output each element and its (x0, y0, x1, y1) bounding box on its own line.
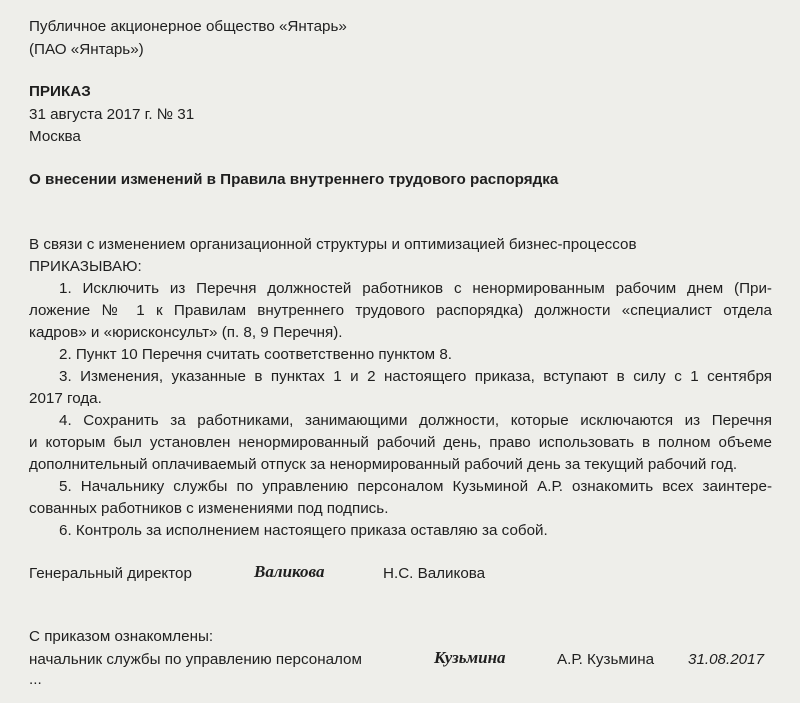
item-3-line-1: 3. Изменения, указанные в пунктах 1 и 2 настоящего приказа, вступают в силу с 1 сентября (59, 368, 772, 385)
acknowledgement-signature: Кузьмина (434, 648, 506, 667)
company-short-name: (ПАО «Янтарь») (29, 41, 144, 58)
preamble: В связи с изменением организационной структуры и оптимизацией бизнес-процессов (29, 236, 637, 253)
item-4-line-1: 4. Сохранить за работниками, занимающими должности, которые исключаются из Перечня (59, 412, 772, 429)
item-4-line-2: и которым был установлен ненормированный рабочий день, право использовать в полном объеме (29, 434, 772, 451)
date-and-number: 31 августа 2017 г. № 31 (29, 106, 195, 123)
item-1-line-2: ложение № 1 к Правилам внутреннего трудового распорядка) должности «специалист отдела (29, 302, 772, 319)
company-full-name: Публичное акционерное общество «Янтарь» (29, 18, 347, 35)
acknowledgement-ellipsis: ... (29, 671, 42, 688)
document-type: ПРИКАЗ (29, 83, 91, 100)
acknowledgement-position: начальник службы по управлению персоналом (29, 651, 362, 668)
item-5-line-1: 5. Начальнику службы по управлению персоналом Кузьминой А.Р. ознакомить всех заинтере- (59, 478, 772, 495)
acknowledgement-date: 31.08.2017 (688, 651, 765, 668)
item-1-line-3: кадров» и «юрисконсульт» (п. 8, 9 Перечня). (29, 324, 343, 341)
city: Москва (29, 128, 81, 145)
item-5-line-2: сованных работников с изменениями под подпись. (29, 500, 389, 517)
item-1-line-1: 1. Исключить из Перечня должностей работников с ненормированным рабочим днем (При- (59, 280, 772, 297)
order-title: О внесении изменений в Правила внутреннего трудового распорядка (29, 171, 559, 188)
director-signature: Валикова (254, 562, 325, 581)
order-word: ПРИКАЗЫВАЮ: (29, 258, 142, 275)
item-4-line-3: дополнительный оплачиваемый отпуск за ненормированный рабочий день за текущий рабочий год. (29, 456, 738, 473)
item-2: 2. Пункт 10 Перечня считать соответственно пунктом 8. (59, 346, 453, 363)
director-name: Н.С. Валикова (383, 565, 486, 582)
director-position: Генеральный директор (29, 565, 192, 582)
acknowledgement-name: А.Р. Кузьмина (557, 651, 655, 668)
item-6: 6. Контроль за исполнением настоящего приказа оставляю за собой. (59, 522, 548, 539)
item-3-line-2: 2017 года. (29, 390, 102, 407)
acknowledgement-heading: С приказом ознакомлены: (29, 628, 214, 645)
